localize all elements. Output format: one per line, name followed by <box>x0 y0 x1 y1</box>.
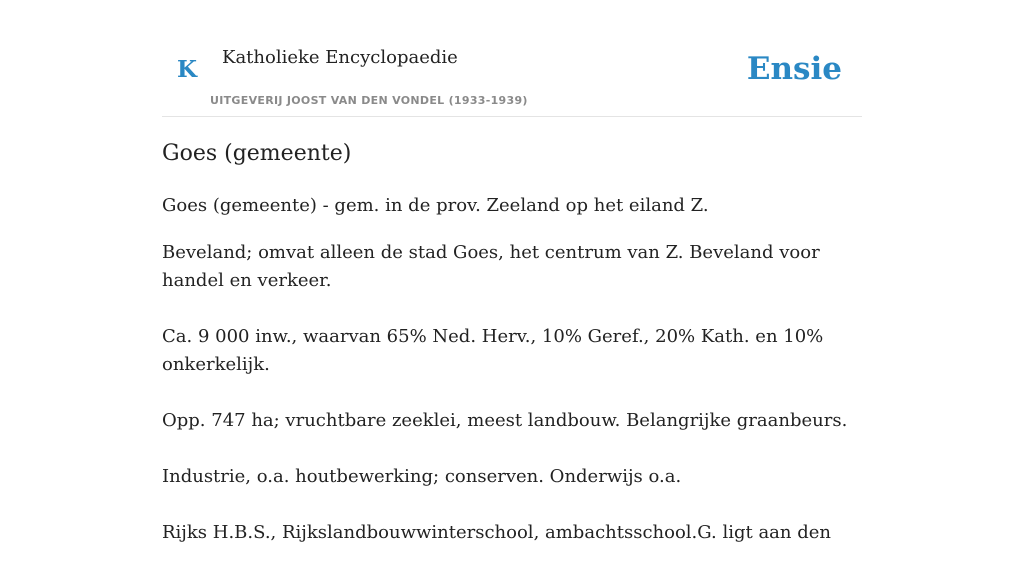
publisher-subtitle: UITGEVERIJ JOOST VAN DEN VONDEL (1933-1939) <box>210 94 528 107</box>
ensie-brand-logo[interactable]: Ensie <box>746 51 842 87</box>
content-container <box>162 0 862 543</box>
site-title-link[interactable]: Katholieke Encyclopaedie <box>222 47 458 68</box>
article-paragraph: Beveland; omvat alleen de stad Goes, het centrum van Z. Beveland voor handel en verkeer. <box>162 242 820 291</box>
article-paragraph: Rijks H.B.S., Rijkslandbouwwinterschool, ambachtsschool.G. ligt aan den <box>162 522 831 543</box>
article-paragraph: Industrie, o.a. houtbewerking; conserven. Onderwijs o.a. <box>162 466 682 487</box>
article-paragraph: Goes (gemeente) - gem. in de prov. Zeeland op het eiland Z. <box>162 195 709 216</box>
article-body <box>162 192 862 575</box>
article-paragraph: Opp. 747 ha; vruchtbare zeeklei, meest landbouw. Belangrijke graanbeurs. <box>162 410 848 431</box>
site-header <box>162 0 862 117</box>
encyclopedia-logo-icon[interactable]: K <box>177 56 197 83</box>
article-paragraph: Ca. 9 000 inw., waarvan 65% Ned. Herv., 10% Geref., 20% Kath. en 10% onkerkelijk. <box>162 326 824 375</box>
article-title: Goes (gemeente) <box>162 141 352 166</box>
